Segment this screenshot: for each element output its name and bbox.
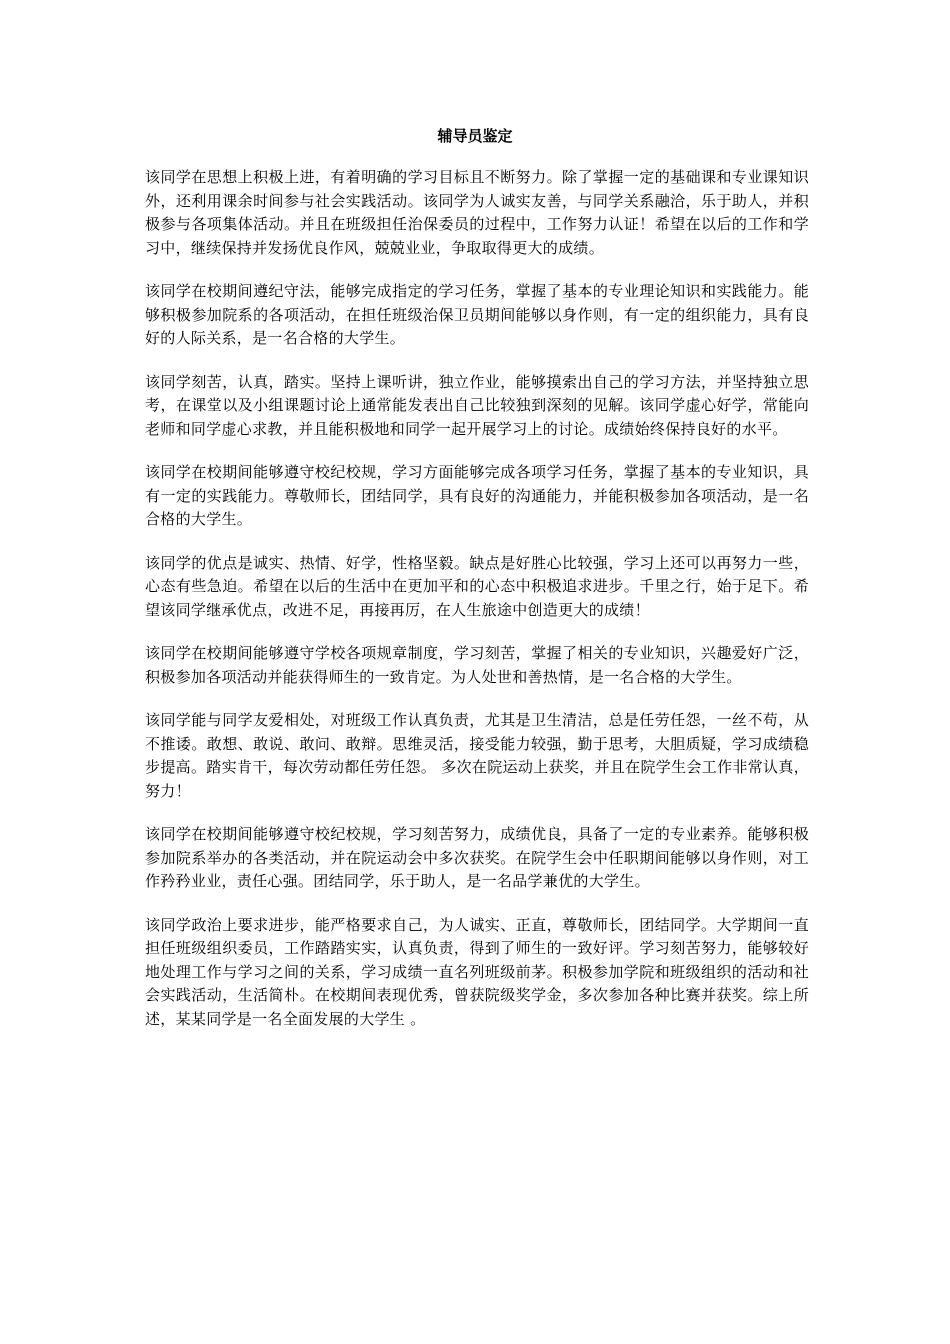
evaluation-paragraph-6: 该同学在校期间能够遵守学校各项规章制度，学习刻苦，掌握了相关的专业知识，兴趣爱好广泛，积极参加各项活动并能获得师生的一致肯定。为人处世和善热情，是一名合格的大学生。 [145,644,809,686]
document-body [145,166,809,1051]
evaluation-paragraph-1: 该同学在思想上积极上进，有着明确的学习目标且不断努力。除了掌握一定的基础课和专业课知识外，还利用课余时间参与社会实践活动。该同学为人诚实友善，与同学关系融洽，乐于助人，并积极参与各项集体活动。并且在班级担任治保委员的过程中，工作努力认证！希望在以后的工作和学习中，继续保持并发扬优良作风，兢兢业业，争取取得更大的成绩。 [145,168,809,257]
evaluation-paragraph-7: 该同学能与同学友爱相处，对班级工作认真负责，尤其是卫生清洁，总是任劳任怨，一丝不苟，从不推诿。敢想、敢说、敢问、敢辩。思维灵活，接受能力较强，勤于思考，大胆质疑，学习成绩稳步提高。踏实肯干，每次劳动都任劳任怨。 多次在院运动上获奖，并且在院学生会工作非常认真，努力！ [145,711,809,800]
evaluation-paragraph-8: 该同学在校期间能够遵守校纪校规，学习刻苦努力，成绩优良，具备了一定的专业素养。能够积极参加院系举办的各类活动，并在院运动会中多次获奖。在院学生会中任职期间能够以身作则，对工作矜矜业业，责任心强。团结同学，乐于助人，是一名品学兼优的大学生。 [145,825,809,890]
evaluation-paragraph-4: 该同学在校期间能够遵守校纪校规，学习方面能够完成各项学习任务，掌握了基本的专业知识，具有一定的实践能力。尊敬师长，团结同学，具有良好的沟通能力，并能积极参加各项活动，是一名合格的大学生。 [145,463,809,528]
evaluation-paragraph-9: 该同学政治上要求进步，能严格要求自己，为人诚实、正直，尊敬师长，团结同学。大学期间一直担任班级组织委员，工作踏踏实实，认真负责，得到了师生的一致好评。学习刻苦努力，能够较好地处理工作与学习之间的关系，学习成绩一直名列班级前茅。积极参加学院和班级组织的活动和社会实践活动，生活简朴。在校期间表现优秀，曾获院级奖学金，多次参加各种比赛并获奖。综上所述，某某同学是一名全面发展的大学生 。 [145,915,809,1028]
evaluation-paragraph-2: 该同学在校期间遵纪守法，能够完成指定的学习任务，掌握了基本的专业理论知识和实践能力。能够积极参加院系的各项活动，在担任班级治保卫员期间能够以身作则，有一定的组织能力，具有良好的人际关系，是一名合格的大学生。 [145,282,809,347]
evaluation-paragraph-3: 该同学刻苦，认真，踏实。坚持上课听讲，独立作业，能够摸索出自己的学习方法，并坚持独立思考，在课堂以及小组课题讨论上通常能发表出自己比较独到深刻的见解。该同学虚心好学，常能向老师和同学虚心求教，并且能积极地和同学一起开展学习上的讨论。成绩始终保持良好的水平。 [145,372,809,438]
document-title: 辅导员鉴定 [437,127,513,145]
evaluation-paragraph-5: 该同学的优点是诚实、热情、好学，性格坚毅。缺点是好胜心比较强，学习上还可以再努力一些，心态有些急迫。希望在以后的生活中在更加平和的心态中积极追求进步。千里之行，始于足下。希望该同学继承优点，改进不足，再接再厉，在人生旅途中创造更大的成绩！ [145,553,809,619]
